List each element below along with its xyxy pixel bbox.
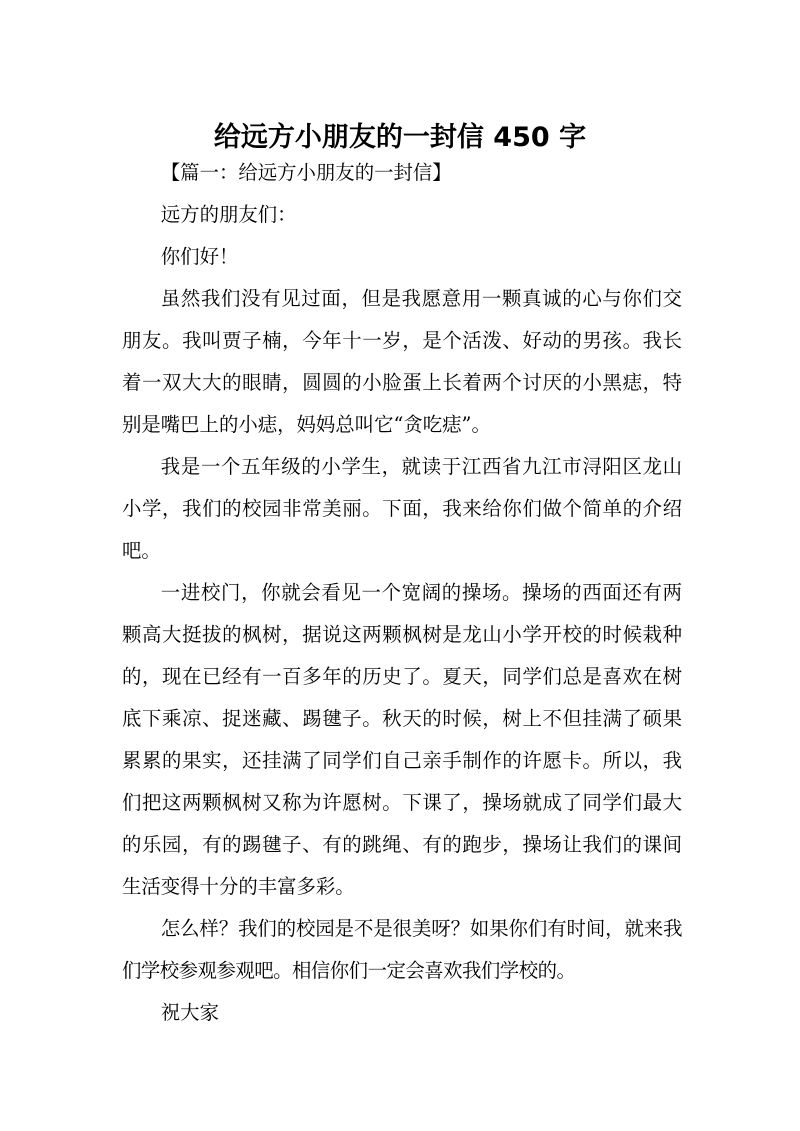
body-paragraph-invitation: 怎么样？我们的校园是不是很美呀？如果你们有时间，就来我们学校参观参观吧。相信你们一定会喜欢我们学校的。 xyxy=(122,917,682,982)
body-paragraph-intro: 虽然我们没有见过面，但是我愿意用一颗真诚的心与你们交朋友。我叫贾子楠，今年十一岁，是个活泼、好动的男孩。我长着一双大大的眼睛，圆圆的小脸蛋上长着两个讨厌的小黑痣，特别是嘴巴上的小痣，妈妈总叫它“贪吃痣”。 xyxy=(122,287,682,436)
salutation: 远方的朋友们： xyxy=(160,203,297,226)
closing-wish: 祝大家 xyxy=(160,1001,219,1024)
document-title: 给远方小朋友的一封信 450 字 xyxy=(213,122,587,154)
section-heading: 【篇一：给远方小朋友的一封信】 xyxy=(160,161,452,184)
document-body xyxy=(122,152,682,1034)
greeting: 你们好！ xyxy=(160,245,239,268)
body-paragraph-school: 我是一个五年级的小学生，就读于江西省九江市浔阳区龙山小学，我们的校园非常美丽。下面，我来给你们做个简单的介绍吧。 xyxy=(122,455,682,562)
body-paragraph-playground: 一进校门，你就会看见一个宽阔的操场。操场的西面还有两颗高大挺拔的枫树，据说这两颗枫树是龙山小学开校的时候栽种的，现在已经有一百多年的历史了。夏天，同学们总是喜欢在树底下乘凉、捉迷藏、踢毽子。秋天的时候，树上不但挂满了硕果累累的果实，还挂满了同学们自己亲手制作的许愿卡。所以，我们把这两颗枫树又称为许愿树。下课了，操场就成了同学们最大的乐园，有的踢毽子、有的跳绳、有的跑步，操场让我们的课间生活变得十分的丰富多彩。 xyxy=(122,581,682,898)
